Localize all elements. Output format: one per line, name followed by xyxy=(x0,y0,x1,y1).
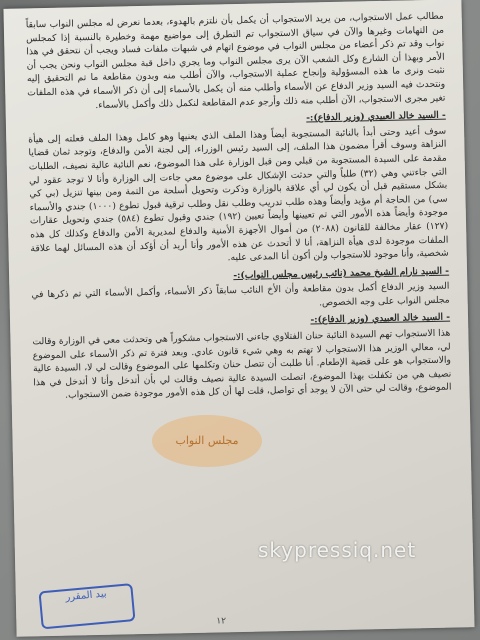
stamp-seal: مجلس النواب xyxy=(152,415,262,467)
page-number: ١٢ xyxy=(216,616,227,627)
speaker-heading-3: - السيد خالد العبيدي (وزير الدفاع):- xyxy=(310,312,451,326)
watermark-text: skypressiq.net xyxy=(258,538,417,562)
intro-paragraph: مطالب عمل الاستجواب، من يريد الاستجواب أن يكمل بأن نلتزم بالهدوء، بعدما نعرض له مجلس النواب سابقاً من التهامات وغيرها والآن في سياق الاستجواب تم التطرق إلى مواضيع مهمة وخطيرة بالنسبة إذا كمجلس نواب وقد تم ذكر أعضاء من مجلس النواب في موضوع اتهام في شبهات ملفات فساد ويجب أن نتحقق في هذا الأمر وبهذا أن الشارع وكل الشعب الآن يرى مجلس النواب وما يجري داخل قبة مجلس النواب ونحن يجب أن نثبت ونرى ما هذه المسؤولية وإنجاح عملية الاستجواب، والآن أطلب منه وبدون مقاطعة ما تم التحقيق إليه ونتحدث فيه السيد وزير الدفاع عن الأسماء وأطلب منه أن يكمل بالأسماء إلى أن ذكر الأسماء في هذه الملفات تغير مجرى الاستجواب، الآن أطلب منه ذلك وأرجو عدم المقاطعة لنكمل ذلك وأكمل بالأسماء. xyxy=(25,10,446,111)
speaker-text-2: السيد وزير الدفاع أكمل بدون مقاطعة وأن الأخ النائب سابقاً ذكر الأسماء، وأكمل الأسماء التي تم ذكرها في مجلس النواب على وجه الخصوص. xyxy=(31,280,450,309)
transcript-body xyxy=(26,10,452,407)
signature-box: بيد المقرر xyxy=(38,583,135,629)
speaker-heading-2: - السيد نارام الشيخ محمد (نائب رئيس مجلس النواب):- xyxy=(233,265,450,281)
speaker-text-3: هذا الاستجواب تهم السيدة النائبة حنان الفتلاوي جاءني الاستجواب مشكوراً هي وتحدثت معي في الوزارة وقالت لي، معالي الوزير هذا الاستجواب لا تهتم به وهي شيء قانون عادي. وبعد فترة تم ذكر الأسماء على الموضوع والاستجواب هو على قضية الإطعام. أنا طلبت أن تتصل حنان وتكلمها على الموضوع وقالت لي لا، السيدة عالية نصيف هي من تكفلت بهذا الموضوع، اتصلت السيدة عالية نصيف وقالت لي بأن أتدخل وأنا لا أتدخل في هذا الموضوع، وقالت لي حتى الآن لا يوجد أي تواصل، قلت لها أن كل هذه الأمور موجودة ضمن الاستجواب. xyxy=(32,327,452,402)
speaker-text-1: سوف أعيد وحتى أبدأ بالنائبة المستجوبة أيضاً وهذا الملف الذي يعنيها وهو كامل وهذا الملف فعلته إلى هيأة النزاهة وسوف أقرأ مضمون هذا الملف، إلى السيد رئيس الوزراء، إلى لجنة الأمن والدفاع، وتوجد ثمان قضايا مقدمة على السيدة المستجوبة من قبلي ومن قبل الوزارة على هذا الموضوع، نعم النائبة عالية نصيف، الطلبات التي جاءتني وهي (٣٢) طلباً والتي حدثت الإشكال على موضوع معي جاءت إلى الوزارة وأنا لا توجد عقود لي بشكل مستقيم قبل أن يكون لي أي علاقة بالوزارة وذكرت وتحويل أسلحة من التمة ومن بينها تنزيل (بي كي سي) من الحاجة أم مؤيد وأيضاً وهذه طلب تدريب وطلب نقل وطلب ترقية قبول تطوع (١٠٠٠) جندي والأسماء موجودة وأيضاً هذه الأمور التي تم تعيينها وأيضاً تعيين (١٩٢) جندي وقبول تطوع (٥٨٤) جندي وتحويل عقارات (١٢٧) عقار مخالفة للقانون (٢٠٨٨) من أموال الأجهزة الأمنية والدفاع لمديرية الأمن والدفاع وكذلك كل هذه الملفات موجودة لدى هيأة النزاهة، أنا لا أتحدث عن هذه الأمور وأنا أريد أن أؤكد أن هذه المسائل لهما علاقة شخصية، وأنا موجود للاستجواب ولن أكون أنا المدعى عليه. xyxy=(28,125,449,264)
speaker-heading-1: - السيد خالد العبيدي (وزير الدفاع):- xyxy=(306,109,446,124)
